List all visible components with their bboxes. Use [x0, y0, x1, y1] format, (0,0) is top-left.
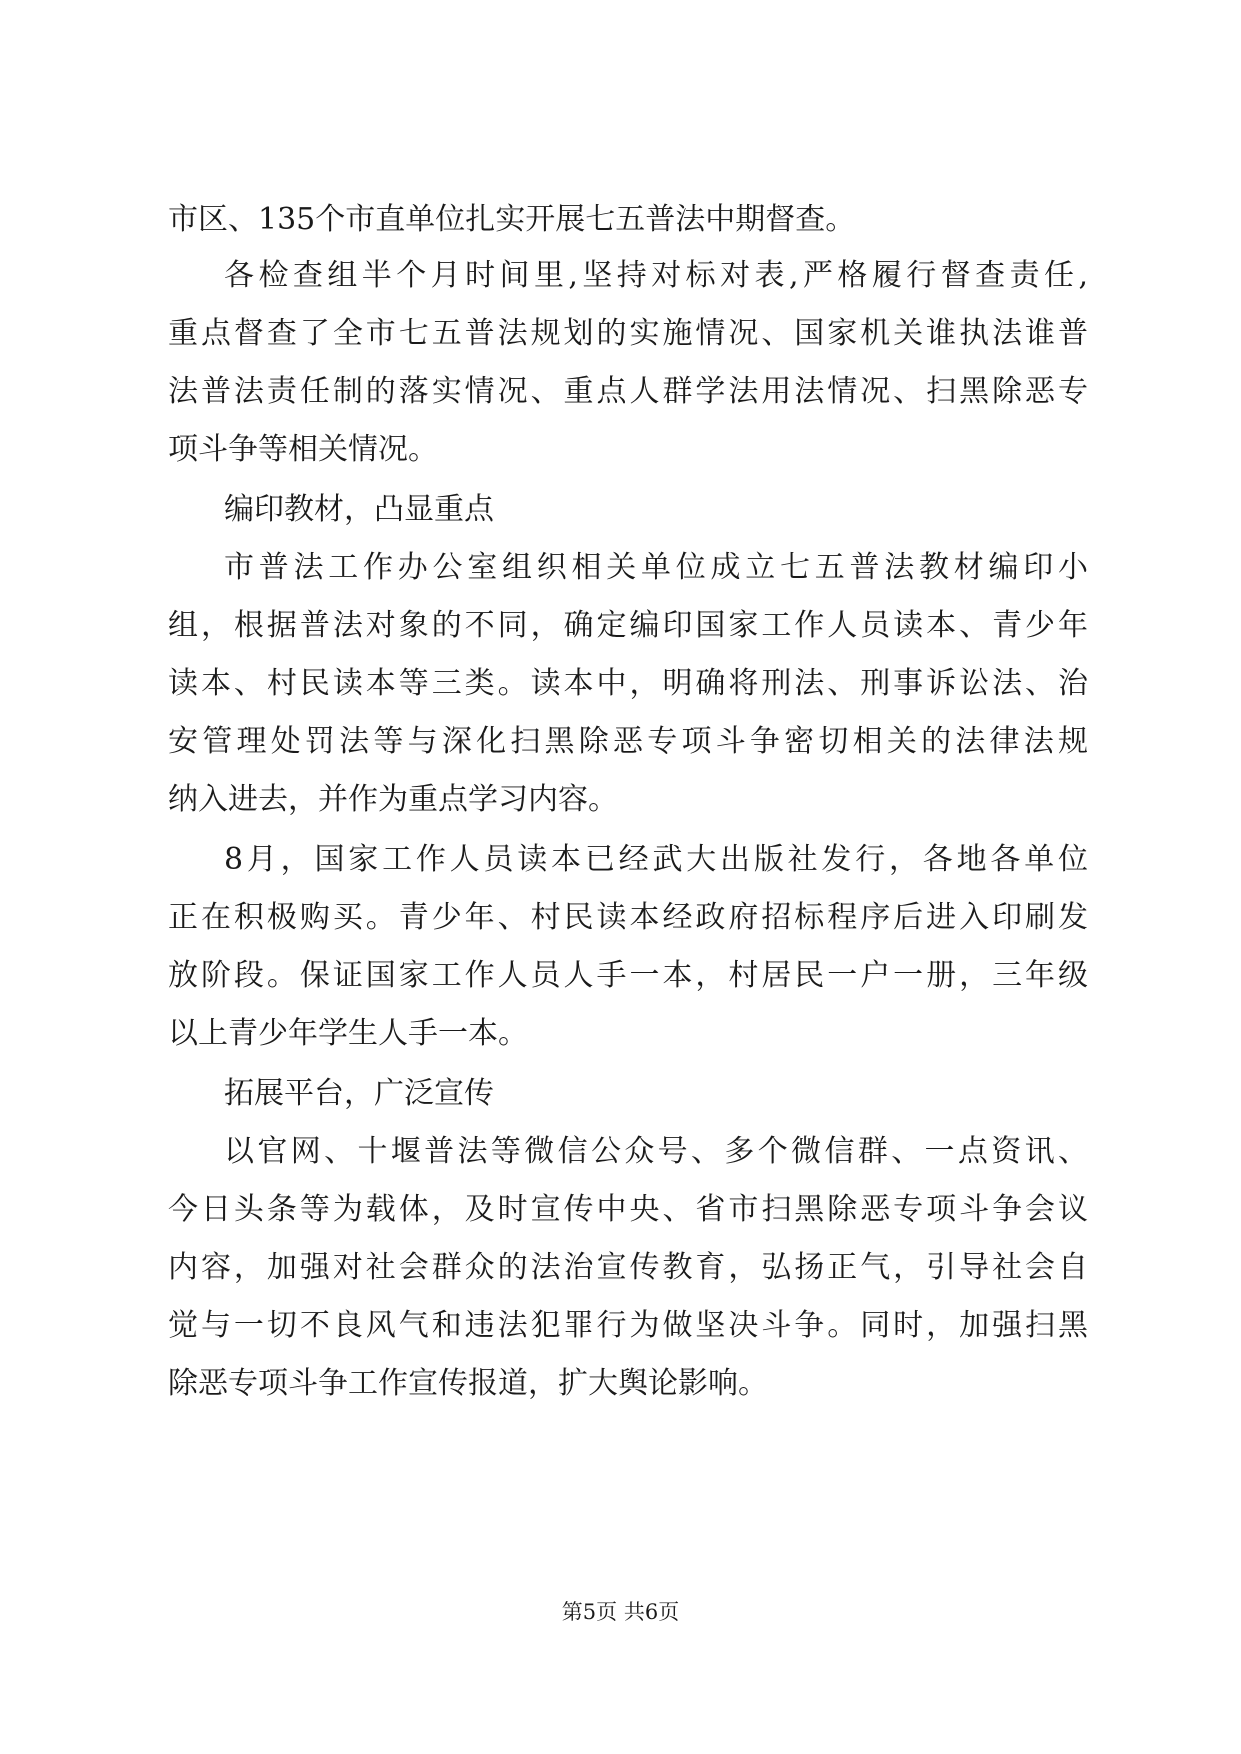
- text-line: 市区、135个市直单位扎实开展七五普法中期督查。: [168, 202, 856, 237]
- text-line: 放阶段。保证国家工作人员人手一本，村居民一户一册，三年级: [168, 958, 1088, 993]
- text-line: 项斗争等相关情况。: [168, 432, 438, 467]
- text-line: 今日头条等为载体，及时宣传中央、省市扫黑除恶专项斗争会议: [168, 1192, 1088, 1227]
- section-heading: 编印教材，凸显重点: [224, 492, 494, 527]
- text-line: 各检查组半个月时间里,坚持对标对表,严格履行督查责任,: [224, 258, 1088, 293]
- page-number-footer: 第5页 共6页: [561, 1600, 680, 1624]
- text-line: 8月，国家工作人员读本已经武大出版社发行，各地各单位: [224, 842, 1088, 877]
- text-line: 正在积极购买。青少年、村民读本经政府招标程序后进入印刷发: [168, 900, 1088, 935]
- text-line: 觉与一切不良风气和违法犯罪行为做坚决斗争。同时，加强扫黑: [168, 1308, 1088, 1343]
- text-line: 重点督查了全市七五普法规划的实施情况、国家机关谁执法谁普: [168, 316, 1088, 351]
- text-line: 法普法责任制的落实情况、重点人群学法用法情况、扫黑除恶专: [168, 374, 1088, 409]
- text-line: 读本、村民读本等三类。读本中，明确将刑法、刑事诉讼法、治: [168, 666, 1088, 701]
- text-line: 安管理处罚法等与深化扫黑除恶专项斗争密切相关的法律法规: [168, 724, 1088, 759]
- text-line: 市普法工作办公室组织相关单位成立七五普法教材编印小: [224, 550, 1088, 585]
- section-heading: 拓展平台，广泛宣传: [224, 1076, 494, 1111]
- text-line: 内容，加强对社会群众的法治宣传教育，弘扬正气，引导社会自: [168, 1250, 1088, 1285]
- text-line: 以上青少年学生人手一本。: [168, 1016, 528, 1051]
- text-line: 组，根据普法对象的不同，确定编印国家工作人员读本、青少年: [168, 608, 1088, 643]
- text-line: 以官网、十堰普法等微信公众号、多个微信群、一点资讯、: [224, 1134, 1088, 1169]
- text-line: 纳入进去，并作为重点学习内容。: [168, 782, 618, 817]
- text-line: 除恶专项斗争工作宣传报道，扩大舆论影响。: [168, 1366, 768, 1401]
